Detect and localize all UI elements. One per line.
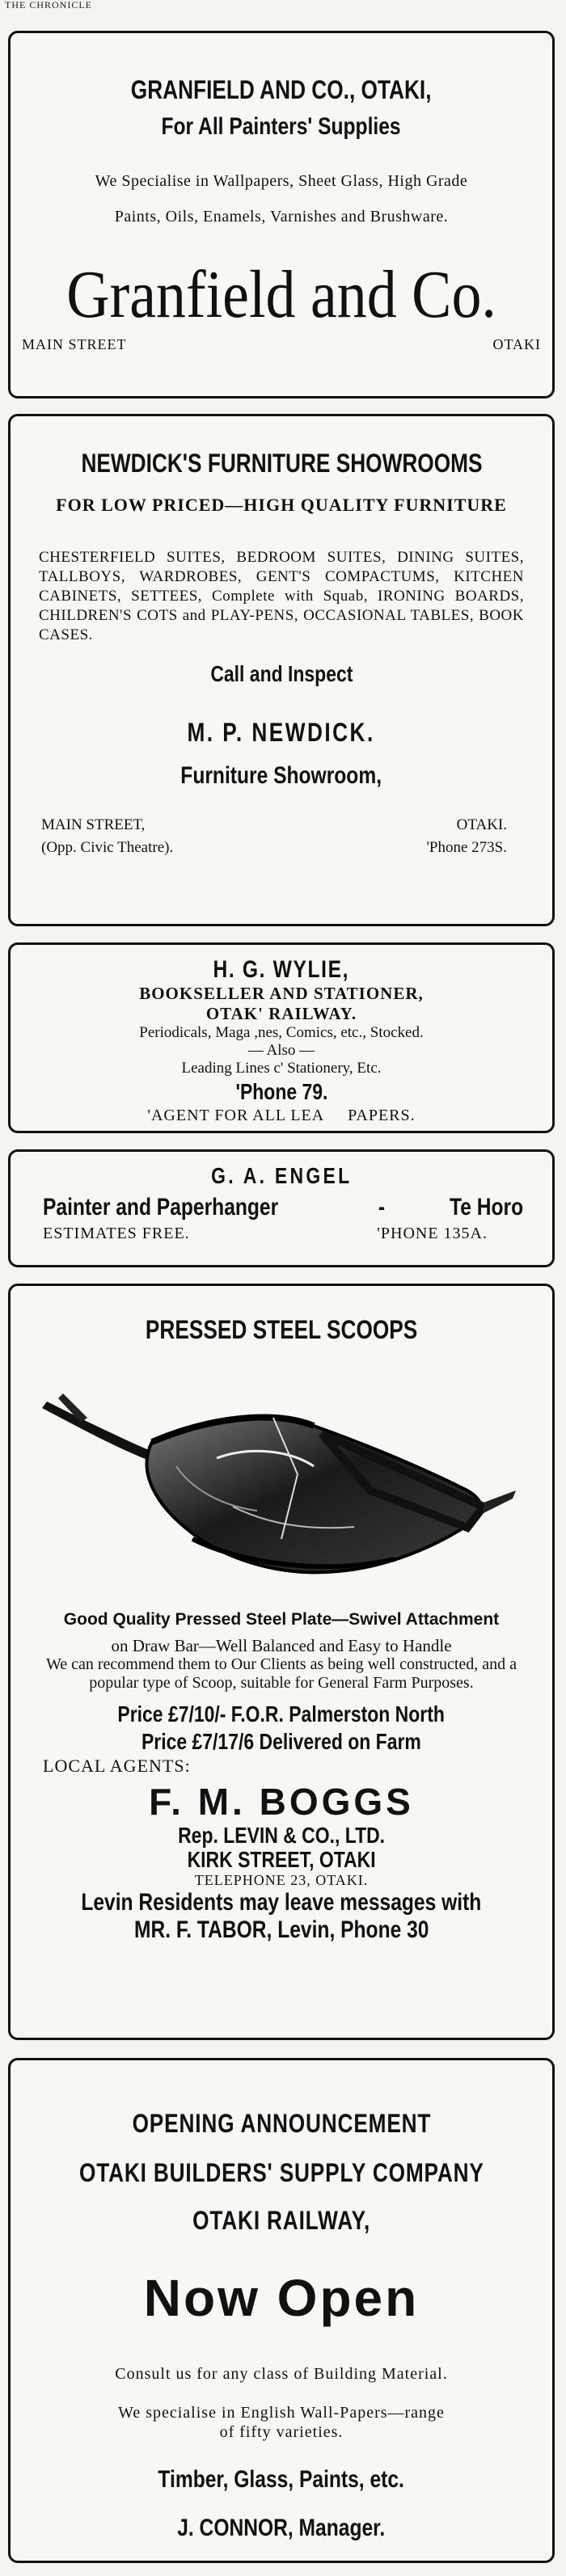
newdick-proprietor-name: M. P. NEWDICK. <box>187 718 376 747</box>
scoops-local-agents-label: LOCAL AGENTS: <box>43 1756 191 1776</box>
scoops-message-line-2: MR. F. TABOR, Levin, Phone 30 <box>133 1916 429 1943</box>
engel-name: G. A. ENGEL <box>210 1163 353 1188</box>
builders-specialise-line-1: We specialise in English Wall-Papers—range <box>118 2404 445 2422</box>
granfield-logo-text: Granfield and Co. <box>66 257 496 332</box>
scoops-message-line-1: Levin Residents may leave messages with <box>81 1889 482 1916</box>
wylie-place: OTAK' RAILWAY. <box>205 1004 357 1023</box>
wylie-stock: Periodicals, Maga ,nes, Comics, etc., Stocked. <box>139 1024 424 1041</box>
scoops-telephone: TELEPHONE 23, OTAKI. <box>194 1872 369 1888</box>
granfield-address: MAIN STREET <box>22 336 127 352</box>
newdick-furniture-list: CHESTERFIELD SUITES, BEDROOM SUITES, DINING SUITES, TALLBOYS, WARDROBES, GENT'S COMPACTUMS, KITCHEN CABINETS, SETTEES, Complete with Squab, IRONING BOARDS, CHILDREN'S COTS and PLAY-PENS, OCCASIONAL TABLES, BOOK CASES. <box>39 549 524 643</box>
builders-goods: Timber, Glass, Paints, etc. <box>158 2466 405 2493</box>
wylie-trade: BOOKSELLER AND STATIONER, <box>139 984 424 1003</box>
masthead-fragment: THE CHRONICLE <box>5 0 92 11</box>
builders-headline-opening: OPENING ANNOUNCEMENT <box>132 2109 431 2138</box>
newdick-address-street: MAIN STREET, <box>41 816 146 833</box>
builders-consult: Consult us for any class of Building Material. <box>115 2365 448 2383</box>
scoops-price-delivered: Price £7/17/6 Delivered on Farm <box>142 1729 421 1754</box>
engel-estimates: ESTIMATES FREE. <box>43 1225 190 1242</box>
scoop-illustration <box>31 1369 532 1604</box>
scoops-price-for: Price £7/10/- F.O.R. Palmerston North <box>117 1701 446 1726</box>
builders-specialise-line-2: of fifty varieties. <box>219 2423 344 2441</box>
scoops-feature-line-2: on Draw Bar—Well Balanced and Easy to Handle <box>111 1636 452 1655</box>
builders-headline-location: OTAKI RAILWAY, <box>192 2206 370 2235</box>
newdick-town: OTAKI. <box>456 816 507 833</box>
engel-town: Te Horo <box>449 1194 523 1221</box>
builders-headline-company: OTAKI BUILDERS' SUPPLY COMPANY <box>78 2158 484 2187</box>
wylie-leading-lines: Leading Lines c' Stationery, Etc. <box>181 1060 382 1077</box>
builders-supply-advert <box>8 2058 555 2563</box>
granfield-town: OTAKI <box>492 336 541 352</box>
granfield-subhead: For All Painters' Supplies <box>161 113 402 140</box>
newdick-showroom-label: Furniture Showroom, <box>180 762 382 789</box>
builders-manager: J. CONNOR, Manager. <box>177 2515 386 2541</box>
builders-now-open: Now Open <box>143 2269 420 2327</box>
scoops-advert <box>8 1284 555 2040</box>
granfield-advert <box>8 31 555 398</box>
wylie-phone: 'Phone 79. <box>235 1079 327 1104</box>
scoops-street: KIRK STREET, OTAKI <box>187 1847 376 1872</box>
scoops-feature-line-1: Good Quality Pressed Steel Plate—Swivel Attachment <box>63 1610 500 1629</box>
wylie-agent-line: 'AGENT FOR ALL LEA PAPERS. <box>147 1107 416 1124</box>
newdick-advert <box>8 414 555 926</box>
newdick-call-to-inspect: Call and Inspect <box>209 661 353 686</box>
engel-trade: Painter and Paperhanger <box>43 1194 279 1221</box>
newdick-phone: 'Phone 273S. <box>426 839 507 856</box>
granfield-headline: GRANFIELD AND CO., OTAKI, <box>131 75 432 104</box>
wylie-advert <box>8 942 555 1133</box>
engel-advert <box>8 1149 555 1267</box>
wylie-also: — Also — <box>247 1042 315 1059</box>
engel-phone: 'PHONE 135A. <box>377 1225 488 1242</box>
scoops-rep: Rep. LEVIN & CO., LTD. <box>178 1823 385 1848</box>
granfield-specialties-line-2: Paints, Oils, Enamels, Varnishes and Brushware. <box>114 208 449 226</box>
scoops-headline: PRESSED STEEL SCOOPS <box>145 1315 418 1344</box>
granfield-specialties-line-1: We Specialise in Wallpapers, Sheet Glass, High Grade <box>95 172 468 190</box>
newdick-headline: NEWDICK'S FURNITURE SHOWROOMS <box>80 449 483 478</box>
engel-dash: - <box>378 1194 386 1221</box>
newdick-tagline: FOR LOW PRICED—HIGH QUALITY FURNITURE <box>56 495 507 515</box>
wylie-name: H. G. WYLIE, <box>213 956 350 983</box>
scoops-agent-name: F. M. BOGGS <box>149 1781 414 1823</box>
newdick-address-landmark: (Opp. Civic Theatre). <box>41 839 174 856</box>
scoops-recommendation: We can recommend them to Our Clients as being well constructed, and a popular type of Scoop, suitable for General Farm Purposes. <box>45 1655 517 1692</box>
